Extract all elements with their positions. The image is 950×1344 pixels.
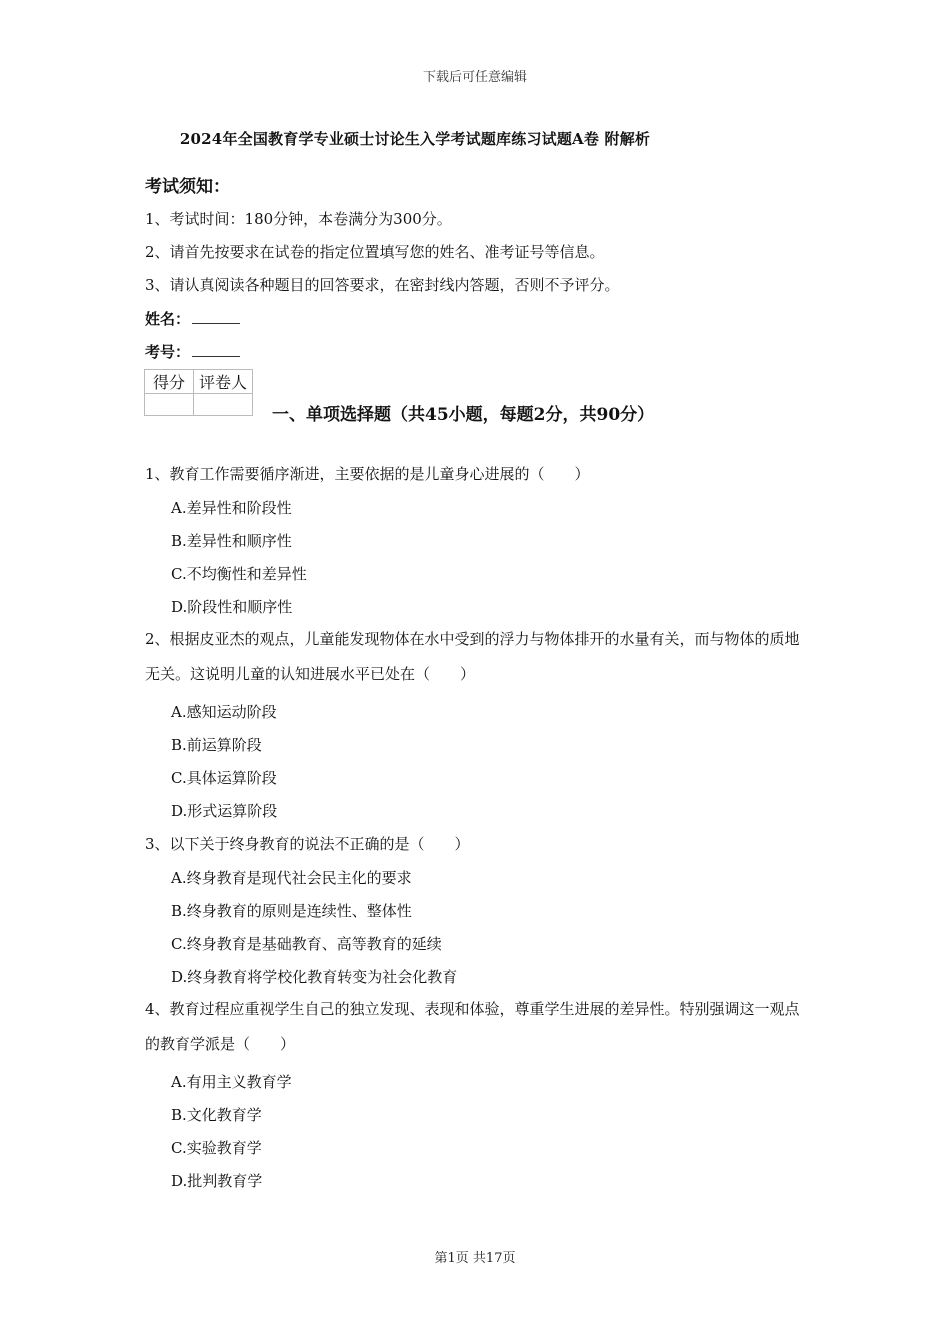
option: D.阶段性和顺序性 [171,598,293,616]
option: C.具体运算阶段 [171,769,277,787]
question-1: 1、教育工作需要循序渐进，主要依据的是儿童身心进展的（ ） [145,465,590,483]
header-note: 下载后可任意编辑 [422,70,527,85]
id-field [145,341,240,362]
option: C.终身教育是基础教育、高等教育的延续 [171,935,442,953]
option: C.实验教育学 [171,1139,262,1157]
score-table [144,369,253,416]
option: A.感知运动阶段 [171,703,277,721]
name-field [145,308,240,329]
notice-item: 1、考试时间：180分钟，本卷满分为300分。 [145,210,452,228]
option: D.形式运算阶段 [171,802,278,820]
question-3: 3、以下关于终身教育的说法不正确的是（ ） [145,835,470,853]
option: B.文化教育学 [171,1106,262,1124]
question-2: 2、根据皮亚杰的观点，儿童能发现物体在水中受到的浮力与物体排开的水量有关，而与物体的质地无关。这说明儿童的认知进展水平已处在（ ） [145,630,800,683]
option: B.终身教育的原则是连续性、整体性 [171,902,412,920]
notice-heading: 考试须知： [145,177,230,197]
option: A.有用主义教育学 [171,1073,292,1091]
name-blank[interactable] [192,308,240,324]
option: D.终身教育将学校化教育转变为社会化教育 [171,968,458,986]
name-label: 姓名： [145,310,191,328]
question-4: 4、教育过程应重视学生自己的独立发现、表现和体验，尊重学生进展的差异性。特别强调这一观点的教育学派是（ ） [145,1000,800,1053]
score-header: 得分 [145,370,194,394]
document-title: 2024年全国教育学专业硕士讨论生入学考试题库练习试题A卷 附解析 [179,130,651,148]
option: B.前运算阶段 [171,736,262,754]
id-label: 考号： [145,343,191,361]
page-footer: 第1页 共17页 [434,1251,516,1266]
section-title: 一、单项选择题（共45小题，每题2分，共90分） [272,405,655,425]
option: A.差异性和阶段性 [171,499,292,517]
notice-item: 3、请认真阅读各种题目的回答要求，在密封线内答题，否则不予评分。 [145,276,620,294]
notice-item: 2、请首先按要求在试卷的指定位置填写您的姓名、准考证号等信息。 [145,243,605,261]
grader-cell [194,394,253,416]
id-blank[interactable] [192,341,240,357]
option: C.不均衡性和差异性 [171,565,307,583]
score-cell [145,394,194,416]
grader-header: 评卷人 [194,370,253,394]
option: D.批判教育学 [171,1172,263,1190]
option: A.终身教育是现代社会民主化的要求 [171,869,412,887]
option: B.差异性和顺序性 [171,532,292,550]
